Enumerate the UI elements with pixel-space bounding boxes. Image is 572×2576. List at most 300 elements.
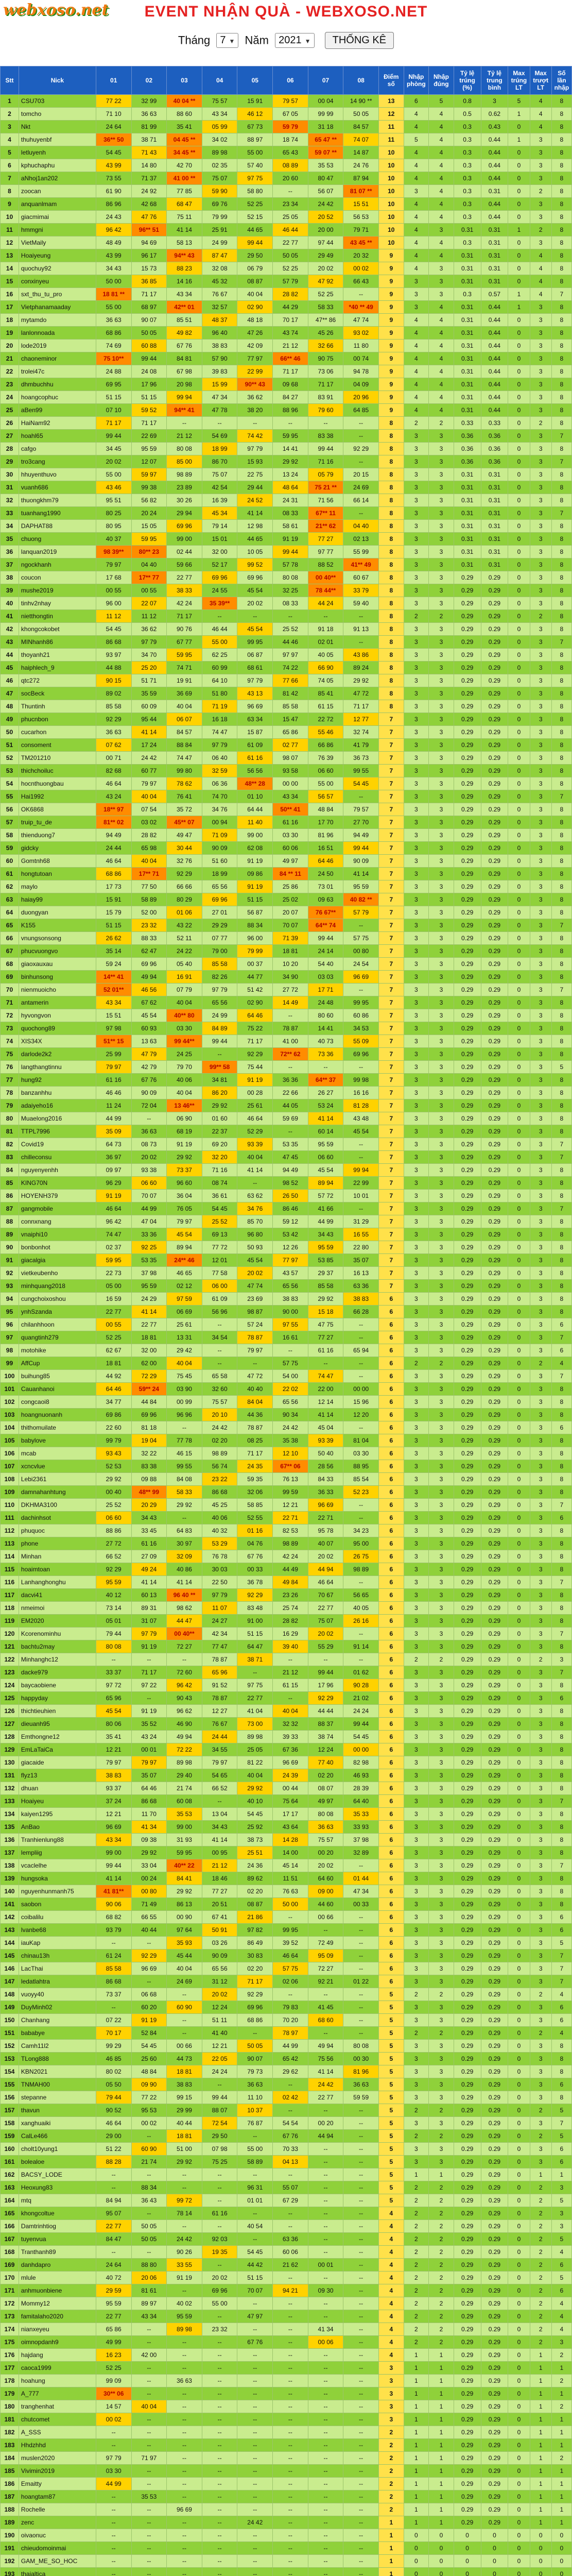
- row-nick[interactable]: K155: [19, 919, 96, 932]
- row-nick[interactable]: Thuntinh: [19, 700, 96, 713]
- row-nick[interactable]: buihung85: [19, 1370, 96, 1383]
- row-nick[interactable]: cafgo: [19, 443, 96, 455]
- row-nick[interactable]: Tranthanh89: [19, 2246, 96, 2259]
- day-cell: 54 45: [202, 1202, 237, 1215]
- stat-cell: 3: [429, 829, 454, 842]
- day-cell: 52 29: [237, 1125, 273, 1138]
- row-nick[interactable]: ynhSzanda: [19, 1306, 96, 1318]
- stat-cell: 0.31: [481, 558, 508, 571]
- row-nick[interactable]: hung92: [19, 1074, 96, 1087]
- row-nick[interactable]: oimnopdanh9: [19, 2336, 96, 2349]
- day-cell: 47 79: [131, 1048, 167, 1061]
- row-nick[interactable]: Vivimin2019: [19, 2465, 96, 2478]
- row-nick[interactable]: langthangtinnu: [19, 1061, 96, 1074]
- row-nick[interactable]: chieudomoinmai: [19, 2542, 96, 2555]
- row-nick[interactable]: antamerin: [19, 996, 96, 1009]
- row-nick[interactable]: sxt_thu_tu_pro: [19, 288, 96, 301]
- row-nick[interactable]: vnungsonsong: [19, 932, 96, 945]
- row-nick[interactable]: dhuan: [19, 1782, 96, 1795]
- row-rank: 173: [1, 2310, 19, 2323]
- table-row: [1, 2259, 572, 2272]
- row-nick[interactable]: nmeimoi: [19, 1602, 96, 1615]
- row-nick[interactable]: lode2019: [19, 340, 96, 352]
- stat-cell: 8: [551, 868, 571, 880]
- row-nick[interactable]: thavun: [19, 2104, 96, 2117]
- row-nick[interactable]: hoaimtoan: [19, 1563, 96, 1576]
- row-rank: 33: [1, 507, 19, 520]
- row-nick[interactable]: gidcky: [19, 842, 96, 855]
- statistics-button[interactable]: THỐNG KÊ: [325, 32, 394, 49]
- table-header-row: [1, 66, 572, 95]
- day-cell: 32 22: [131, 1447, 167, 1460]
- row-nick[interactable]: vietkeubenho: [19, 1267, 96, 1280]
- row-nick[interactable]: maylo: [19, 880, 96, 893]
- row-rank: 51: [1, 739, 19, 752]
- row-nick[interactable]: Heoxung83: [19, 2181, 96, 2194]
- day-cell: 83 48: [237, 1602, 273, 1615]
- stat-cell: 3: [530, 1743, 551, 1756]
- row-rank: 29: [1, 455, 19, 468]
- row-nick[interactable]: chuong: [19, 533, 96, 546]
- row-nick[interactable]: TM201210: [19, 752, 96, 765]
- row-nick[interactable]: connxnang: [19, 1215, 96, 1228]
- row-nick[interactable]: mcab: [19, 1447, 96, 1460]
- stat-cell: 0: [508, 868, 530, 880]
- row-nick[interactable]: hongtutoan: [19, 868, 96, 880]
- row-nick[interactable]: coibalilu: [19, 1911, 96, 1924]
- row-rank: 156: [1, 2091, 19, 2104]
- stat-cell: 3: [530, 1241, 551, 1254]
- stat-cell: 3: [429, 1743, 454, 1756]
- day-cell: 44 88: [96, 662, 131, 674]
- row-rank: 41: [1, 610, 19, 623]
- day-cell: 94 49: [273, 1164, 308, 1177]
- row-nick[interactable]: baycaobiene: [19, 1679, 96, 1692]
- day-cell: --: [237, 2207, 273, 2220]
- row-nick[interactable]: ledatlahtra: [19, 1975, 96, 1988]
- row-nick[interactable]: phone: [19, 1537, 96, 1550]
- row-nick[interactable]: duongyan: [19, 906, 96, 919]
- day-cell: --: [167, 2362, 202, 2375]
- stat-cell: 3: [530, 1924, 551, 1937]
- row-nick[interactable]: Cauanhanoi: [19, 1383, 96, 1396]
- row-nick[interactable]: KBN2021: [19, 2065, 96, 2078]
- row-nick[interactable]: nietthongtin: [19, 610, 96, 623]
- stat-cell: 3: [404, 971, 429, 984]
- day-cell: 41 04: [237, 1705, 273, 1718]
- row-nick[interactable]: bababye: [19, 2027, 96, 2040]
- stat-cell: 0.29: [481, 1859, 508, 1872]
- stat-cell: 0.29: [481, 1924, 508, 1937]
- day-cell: --: [237, 2529, 273, 2542]
- stat-cell: 3: [429, 1306, 454, 1318]
- row-nick[interactable]: giacmimai: [19, 211, 96, 224]
- row-nick[interactable]: aBen99: [19, 404, 96, 417]
- row-nick[interactable]: A_777: [19, 2387, 96, 2400]
- row-nick[interactable]: EmLaTaiCa: [19, 1743, 96, 1756]
- row-nick[interactable]: thichtieuhien: [19, 1705, 96, 1718]
- row-nick[interactable]: bolealoe: [19, 2156, 96, 2168]
- row-nick[interactable]: chinau13h: [19, 1950, 96, 1962]
- row-nick[interactable]: mlule: [19, 2272, 96, 2284]
- stat-cell: 5: [379, 2091, 404, 2104]
- row-nick[interactable]: Chanhang: [19, 2014, 96, 2027]
- row-nick[interactable]: truip_tu_de: [19, 816, 96, 829]
- stat-cell: 0.29: [454, 1512, 481, 1524]
- row-nick[interactable]: kphuchaphu: [19, 159, 96, 172]
- row-nick[interactable]: dieuanh95: [19, 1718, 96, 1731]
- row-nick[interactable]: A_SSS: [19, 2426, 96, 2439]
- row-nick[interactable]: hoahl65: [19, 430, 96, 443]
- row-nick[interactable]: CalLe466: [19, 2130, 96, 2143]
- stat-cell: 7: [551, 1666, 571, 1679]
- row-nick[interactable]: Hoaiyeu: [19, 1795, 96, 1808]
- row-nick[interactable]: giacalgia: [19, 1254, 96, 1267]
- month-select[interactable]: [216, 33, 238, 48]
- row-nick[interactable]: khongcokobet: [19, 623, 96, 636]
- stat-cell: 0.29: [481, 2400, 508, 2413]
- row-nick[interactable]: hoangcophuc: [19, 391, 96, 404]
- year-select[interactable]: [275, 33, 314, 48]
- day-cell: 20 02: [237, 597, 273, 610]
- stat-cell: 4: [530, 288, 551, 301]
- row-nick[interactable]: AffCup: [19, 1357, 96, 1370]
- row-nick[interactable]: coucon: [19, 571, 96, 584]
- row-nick[interactable]: chaoneminor: [19, 352, 96, 365]
- row-nick[interactable]: Hoaiyeung: [19, 249, 96, 262]
- row-nick[interactable]: TTPL7996: [19, 1125, 96, 1138]
- row-nick[interactable]: babylove: [19, 1434, 96, 1447]
- row-nick[interactable]: minhquang2018: [19, 1280, 96, 1293]
- row-nick[interactable]: bachtu2may: [19, 1640, 96, 1653]
- row-nick[interactable]: tranghenhat: [19, 2400, 96, 2413]
- row-nick[interactable]: cucarhon: [19, 726, 96, 739]
- row-nick[interactable]: xcncvlue: [19, 1460, 96, 1473]
- row-nick[interactable]: trolei47c: [19, 365, 96, 378]
- stat-cell: 0: [551, 2529, 571, 2542]
- row-nick[interactable]: damnahanhtung: [19, 1486, 96, 1499]
- stat-cell: 0.29: [454, 2413, 481, 2426]
- row-nick[interactable]: phuquoc: [19, 1524, 96, 1537]
- day-cell: 69 20: [202, 1138, 237, 1151]
- row-nick[interactable]: nguyenhunmanh75: [19, 1885, 96, 1898]
- day-cell: 85 41: [308, 687, 343, 700]
- stat-cell: 0.29: [481, 1383, 508, 1396]
- stat-cell: 1: [429, 2426, 454, 2439]
- stat-cell: 12: [379, 108, 404, 121]
- row-nick[interactable]: giacaide: [19, 1756, 96, 1769]
- row-nick[interactable]: haiphlech_9: [19, 662, 96, 674]
- row-nick[interactable]: zenc: [19, 2516, 96, 2529]
- row-nick[interactable]: danhdapro: [19, 2259, 96, 2272]
- day-cell: 71 17: [237, 1035, 273, 1048]
- row-nick[interactable]: tinhv2nhay: [19, 597, 96, 610]
- day-cell: --: [167, 2452, 202, 2465]
- row-nick[interactable]: socBeck: [19, 687, 96, 700]
- row-nick[interactable]: hajdang: [19, 2349, 96, 2362]
- stat-cell: 2: [530, 1357, 551, 1370]
- row-nick[interactable]: dachinhsot: [19, 1512, 96, 1524]
- stat-cell: 0.3: [454, 146, 481, 159]
- row-nick[interactable]: thuongkhm79: [19, 494, 96, 507]
- row-nick[interactable]: binhunsong: [19, 971, 96, 984]
- row-nick[interactable]: caoca1999: [19, 2362, 96, 2375]
- day-cell: 40 05: [308, 649, 343, 662]
- day-cell: 88 96: [273, 404, 308, 417]
- row-nick[interactable]: DAPHAT88: [19, 520, 96, 533]
- day-cell: 22 77: [96, 1306, 131, 1318]
- stat-cell: 2: [530, 224, 551, 236]
- row-nick[interactable]: thaialtica: [19, 2568, 96, 2576]
- row-nick[interactable]: GAM_ME_SO_HOC: [19, 2555, 96, 2568]
- row-nick[interactable]: khongcoltue: [19, 2207, 96, 2220]
- row-nick[interactable]: mytamdo: [19, 314, 96, 327]
- row-nick[interactable]: conxinyeu: [19, 275, 96, 288]
- day-cell: 03 03: [308, 971, 343, 984]
- table-row: [1, 1061, 572, 1074]
- row-nick[interactable]: KING70N: [19, 1177, 96, 1190]
- row-nick[interactable]: oivaonuc: [19, 2529, 96, 2542]
- row-nick[interactable]: lempliig: [19, 1846, 96, 1859]
- row-nick[interactable]: chilanhhoon: [19, 1318, 96, 1331]
- row-nick[interactable]: OK6868: [19, 803, 96, 816]
- row-nick[interactable]: chilleconsu: [19, 1151, 96, 1164]
- row-nick[interactable]: chutcomet: [19, 2413, 96, 2426]
- day-cell: 41 00 **: [167, 172, 202, 185]
- table-row: [1, 443, 572, 455]
- row-nick[interactable]: Minhan: [19, 1550, 96, 1563]
- row-rank: 99: [1, 1357, 19, 1370]
- day-cell: 81 42: [273, 687, 308, 700]
- row-nick[interactable]: dacvi41: [19, 1589, 96, 1602]
- table-row: [1, 829, 572, 842]
- row-nick[interactable]: hoangtam87: [19, 2490, 96, 2503]
- row-nick[interactable]: xanghuaiki: [19, 2117, 96, 2130]
- stat-cell: 3: [429, 842, 454, 855]
- row-nick[interactable]: hungsoka: [19, 1872, 96, 1885]
- row-nick[interactable]: Tranhienlung88: [19, 1834, 96, 1846]
- site-logo[interactable]: webxoso.net: [3, 1, 109, 19]
- row-nick[interactable]: vcaclelhe: [19, 1859, 96, 1872]
- stat-cell: 0.44: [481, 159, 508, 172]
- row-nick[interactable]: phucnbon: [19, 713, 96, 726]
- row-nick[interactable]: hocnthuongbau: [19, 777, 96, 790]
- row-nick[interactable]: HOYENH379: [19, 1190, 96, 1202]
- day-cell: 40 07: [308, 1537, 343, 1550]
- row-nick[interactable]: stepanne: [19, 2091, 96, 2104]
- day-cell: --: [273, 2516, 308, 2529]
- day-cell: 95 09: [308, 1950, 343, 1962]
- row-nick[interactable]: Kcorenominhu: [19, 1628, 96, 1640]
- row-nick[interactable]: saobon: [19, 1898, 96, 1911]
- row-nick[interactable]: muslen2020: [19, 2452, 96, 2465]
- stat-cell: 3: [429, 713, 454, 726]
- row-nick[interactable]: hmmgni: [19, 224, 96, 236]
- row-nick[interactable]: quochuy92: [19, 262, 96, 275]
- day-cell: --: [343, 2387, 379, 2400]
- day-cell: --: [202, 2478, 237, 2490]
- table-row: [1, 224, 572, 236]
- row-nick[interactable]: hyvongvon: [19, 1009, 96, 1022]
- row-nick[interactable]: lanlonnoada: [19, 327, 96, 340]
- day-cell: 99 44: [343, 842, 379, 855]
- row-nick[interactable]: LacThai: [19, 1962, 96, 1975]
- row-nick[interactable]: iauKap: [19, 1937, 96, 1950]
- row-nick[interactable]: Rochelle: [19, 2503, 96, 2516]
- row-nick[interactable]: hoangnuonanh: [19, 1409, 96, 1421]
- row-nick[interactable]: vnaiphi10: [19, 1228, 96, 1241]
- row-nick[interactable]: mushe2019: [19, 584, 96, 597]
- row-nick[interactable]: DuyMinh02: [19, 2001, 96, 2014]
- row-nick[interactable]: CSU703: [19, 95, 96, 108]
- row-nick[interactable]: consoment: [19, 739, 96, 752]
- row-nick[interactable]: Hhdzhhd: [19, 2439, 96, 2452]
- row-rank: 54: [1, 777, 19, 790]
- stat-cell: 0: [508, 327, 530, 340]
- stat-cell: 0.29: [481, 1254, 508, 1267]
- row-nick[interactable]: hhuyenthuvo: [19, 468, 96, 481]
- table-row: [1, 1808, 572, 1821]
- row-nick[interactable]: Emaitty: [19, 2478, 96, 2490]
- row-nick[interactable]: anquanlmam: [19, 198, 96, 211]
- row-nick[interactable]: thithomuilate: [19, 1421, 96, 1434]
- row-nick[interactable]: mtq: [19, 2194, 96, 2207]
- row-nick[interactable]: EM2020: [19, 1615, 96, 1628]
- row-nick[interactable]: congcaoi8: [19, 1396, 96, 1409]
- day-cell: 56 53: [343, 211, 379, 224]
- row-nick[interactable]: vuanh686: [19, 481, 96, 494]
- stat-cell: 0: [508, 352, 530, 365]
- row-rank: 136: [1, 1834, 19, 1846]
- row-nick[interactable]: HaiNam92: [19, 417, 96, 430]
- row-rank: 128: [1, 1731, 19, 1743]
- day-cell: 48** 28: [237, 777, 273, 790]
- row-nick[interactable]: Vietphanamaaday: [19, 301, 96, 314]
- row-nick[interactable]: ngockhanh: [19, 558, 96, 571]
- day-cell: 40 32: [202, 1524, 237, 1537]
- day-cell: 24 88: [96, 365, 131, 378]
- row-nick[interactable]: tro3cang: [19, 455, 96, 468]
- stat-cell: 1: [530, 2387, 551, 2400]
- day-cell: --: [202, 2400, 237, 2413]
- row-nick[interactable]: tuanhang1990: [19, 507, 96, 520]
- row-nick[interactable]: letluyenh: [19, 146, 96, 159]
- day-cell: 14** 41: [96, 971, 131, 984]
- row-nick[interactable]: Lanhanghonghu: [19, 1576, 96, 1589]
- row-nick[interactable]: tuyenvua: [19, 2233, 96, 2246]
- row-nick[interactable]: quangtinh279: [19, 1331, 96, 1344]
- row-nick[interactable]: Damtrinhtiog: [19, 2220, 96, 2233]
- row-nick[interactable]: famitalaho2020: [19, 2310, 96, 2323]
- row-nick[interactable]: cholt10yung1: [19, 2143, 96, 2156]
- row-nick[interactable]: thoyanh21: [19, 649, 96, 662]
- row-nick[interactable]: haiay99: [19, 893, 96, 906]
- row-nick[interactable]: MINhanh86: [19, 636, 96, 649]
- row-nick[interactable]: kaiyen1295: [19, 1808, 96, 1821]
- stat-cell: 6: [379, 1576, 404, 1589]
- row-nick[interactable]: VietMaily: [19, 236, 96, 249]
- row-nick[interactable]: TNMAH00: [19, 2078, 96, 2091]
- day-cell: 68 86: [96, 868, 131, 880]
- row-nick[interactable]: DKHMA3100: [19, 1499, 96, 1512]
- stat-cell: 0.31: [481, 224, 508, 236]
- row-nick[interactable]: qtc272: [19, 674, 96, 687]
- row-nick[interactable]: Emthongne12: [19, 1731, 96, 1743]
- row-nick[interactable]: thuhuyenbf: [19, 133, 96, 146]
- row-nick[interactable]: nienmuoicho: [19, 984, 96, 996]
- day-cell: 66 14: [343, 494, 379, 507]
- row-nick[interactable]: thichchoiluc: [19, 765, 96, 777]
- row-nick[interactable]: hoahung: [19, 2375, 96, 2387]
- row-nick[interactable]: happyday: [19, 1692, 96, 1705]
- row-nick[interactable]: XIS34X: [19, 1035, 96, 1048]
- row-nick[interactable]: darlode2k2: [19, 1048, 96, 1061]
- row-nick[interactable]: nianxeyeu: [19, 2323, 96, 2336]
- day-cell: 46 65: [167, 1267, 202, 1280]
- day-cell: 44 99: [308, 1215, 343, 1228]
- row-nick[interactable]: Covid19: [19, 1138, 96, 1151]
- row-nick[interactable]: AnBao: [19, 1821, 96, 1834]
- row-nick[interactable]: Nkt: [19, 121, 96, 133]
- table-row: [1, 958, 572, 971]
- row-nick[interactable]: dhmbuchhu: [19, 378, 96, 391]
- day-cell: --: [237, 2478, 273, 2490]
- row-nick[interactable]: phucvuongvo: [19, 945, 96, 958]
- day-cell: 47 92: [308, 275, 343, 288]
- row-nick[interactable]: TLong888: [19, 2053, 96, 2065]
- day-cell: 61 16: [273, 816, 308, 829]
- row-nick[interactable]: BACSY_LODE: [19, 2168, 96, 2181]
- row-nick[interactable]: lanquan2019: [19, 546, 96, 558]
- row-nick[interactable]: cungchoixoshou: [19, 1293, 96, 1306]
- row-nick[interactable]: giaoxauxau: [19, 958, 96, 971]
- stat-cell: 3: [404, 958, 429, 971]
- row-nick[interactable]: banzanhhu: [19, 1087, 96, 1099]
- row-nick[interactable]: gangmobile: [19, 1202, 96, 1215]
- day-cell: 14 49: [273, 996, 308, 1009]
- row-rank: 52: [1, 752, 19, 765]
- row-nick[interactable]: motohike: [19, 1344, 96, 1357]
- row-nick[interactable]: flyz13: [19, 1769, 96, 1782]
- row-nick[interactable]: adaiyeho16: [19, 1099, 96, 1112]
- row-nick[interactable]: Minhanghc12: [19, 1653, 96, 1666]
- row-nick[interactable]: Lebi2361: [19, 1473, 96, 1486]
- day-cell: 81 28: [343, 1099, 379, 1112]
- row-nick[interactable]: Hai1992: [19, 790, 96, 803]
- row-nick[interactable]: bonbonhot: [19, 1241, 96, 1254]
- row-nick[interactable]: tomcho: [19, 108, 96, 121]
- row-nick[interactable]: aNhoj1an202: [19, 172, 96, 185]
- row-nick[interactable]: dacke979: [19, 1666, 96, 1679]
- row-nick[interactable]: anhmuonbiene: [19, 2284, 96, 2297]
- row-nick[interactable]: thienduong7: [19, 829, 96, 842]
- stat-cell: 0.29: [454, 1048, 481, 1061]
- row-nick[interactable]: zoocan: [19, 185, 96, 198]
- day-cell: 45 26: [308, 327, 343, 340]
- row-nick[interactable]: vuoyy40: [19, 1988, 96, 2001]
- row-nick[interactable]: Mommy12: [19, 2297, 96, 2310]
- row-nick[interactable]: Camh11l2: [19, 2040, 96, 2053]
- stat-cell: 1: [429, 2452, 454, 2465]
- row-nick[interactable]: Muaelong2016: [19, 1112, 96, 1125]
- stat-cell: 3: [530, 1795, 551, 1808]
- stat-cell: 0: [508, 649, 530, 662]
- row-nick[interactable]: Gomtnh68: [19, 855, 96, 868]
- row-rank: 4: [1, 133, 19, 146]
- row-nick[interactable]: nguyenyenhh: [19, 1164, 96, 1177]
- row-nick[interactable]: quochong89: [19, 1022, 96, 1035]
- row-nick[interactable]: lvanbe68: [19, 1924, 96, 1937]
